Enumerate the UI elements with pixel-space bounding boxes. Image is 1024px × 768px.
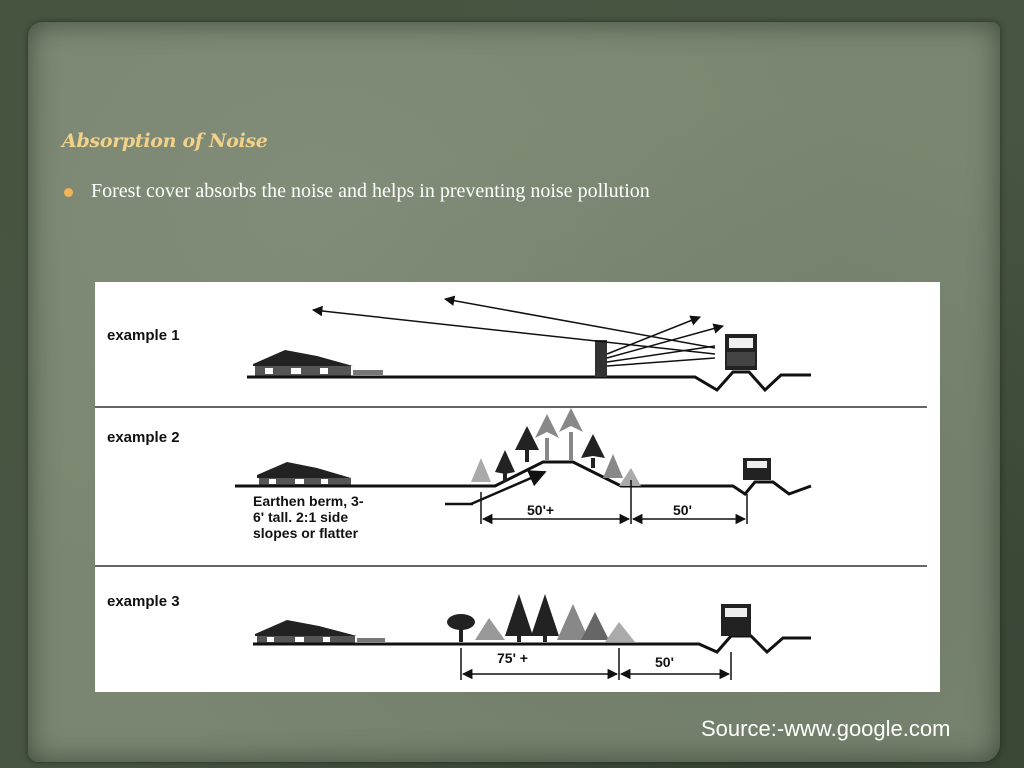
forest-width-dimension: 75' + — [497, 650, 528, 666]
berm-note-line-3: slopes or flatter — [253, 525, 359, 541]
shrub-icon — [475, 618, 505, 640]
shrub-icon — [605, 622, 635, 642]
noise-wall — [595, 340, 607, 377]
tree-icon — [505, 594, 533, 642]
example-2-label: example 2 — [107, 429, 180, 446]
truck-icon — [721, 604, 751, 636]
tree-icon — [581, 612, 609, 640]
tree-icon — [447, 614, 475, 642]
slide-title: Absorption of Noise — [62, 130, 268, 152]
bullet-item — [64, 180, 650, 203]
tree-icon — [603, 454, 623, 478]
house-icon — [255, 620, 385, 644]
setback-dimension: 50' — [655, 654, 674, 670]
bullet-dot-icon — [64, 188, 73, 197]
setback-dimension: 50' — [673, 502, 692, 518]
truck-icon — [725, 334, 757, 370]
example-1-label: example 1 — [107, 327, 180, 344]
example-3-label: example 3 — [107, 593, 180, 610]
berm-note-line-2: 6' tall. 2:1 side — [253, 509, 349, 525]
truck-icon — [743, 458, 771, 480]
berm-note-line-1: Earthen berm, 3- — [253, 493, 364, 509]
tree-icon — [531, 594, 559, 642]
source-credit: Source:-www.google.com — [701, 716, 951, 741]
tree-icon — [559, 408, 583, 460]
bullet-text: Forest cover absorbs the noise and helps in preventing noise pollution — [91, 180, 650, 202]
tree-icon — [535, 414, 559, 460]
tree-icon — [581, 434, 605, 468]
noise-barrier-diagram — [95, 282, 940, 692]
tree-icon — [515, 426, 539, 462]
berm-width-dimension: 50'+ — [527, 502, 555, 518]
house-icon — [253, 350, 383, 376]
house-icon — [257, 462, 351, 486]
